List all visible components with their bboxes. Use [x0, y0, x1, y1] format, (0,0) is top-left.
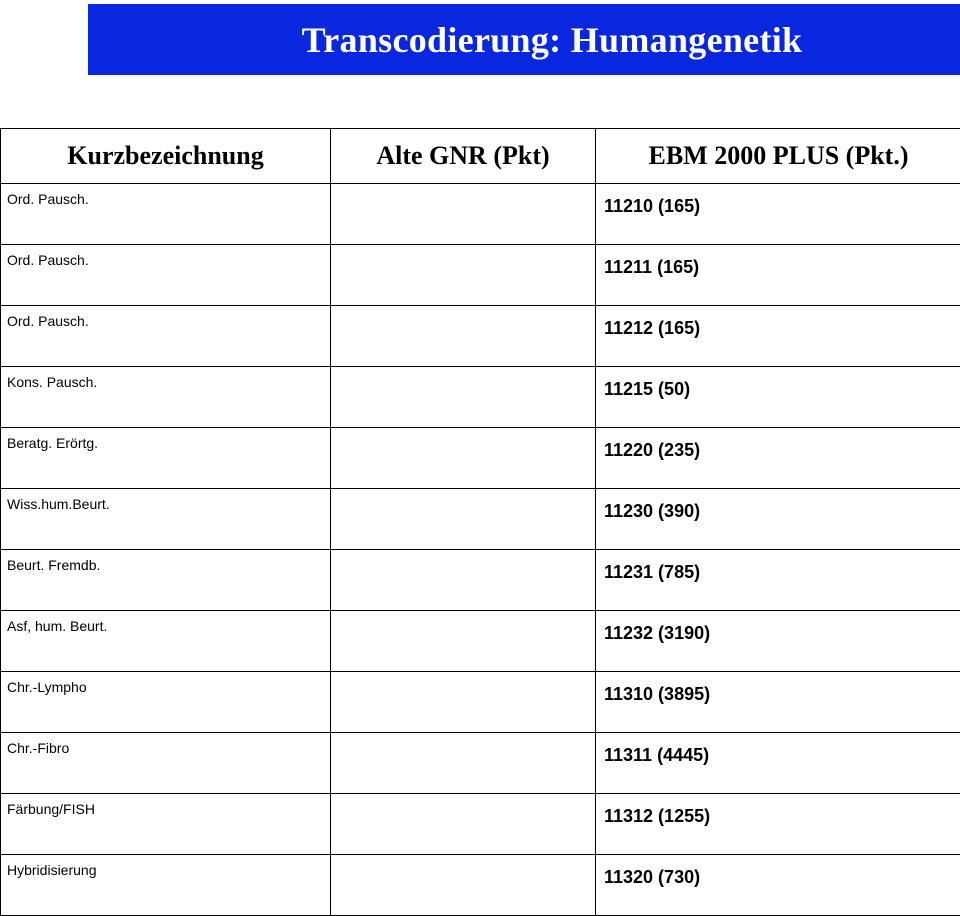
ebm-cell: 11212 (165)	[596, 306, 960, 367]
short-name-cell: Hybridisierung	[1, 855, 331, 916]
old-gnr-cell	[331, 855, 596, 916]
ebm-cell: 11231 (785)	[596, 550, 960, 611]
short-name-cell: Kons. Pausch.	[1, 367, 331, 428]
table-row	[1, 794, 960, 855]
title-bar	[88, 4, 960, 75]
old-gnr-cell	[331, 184, 596, 245]
table-row	[1, 550, 960, 611]
ebm-cell: 11211 (165)	[596, 245, 960, 306]
page-title: Transcodierung: Humangenetik	[302, 19, 803, 61]
old-gnr-cell	[331, 550, 596, 611]
table-row	[1, 184, 960, 245]
table-row	[1, 611, 960, 672]
old-gnr-cell	[331, 367, 596, 428]
short-name-cell: Ord. Pausch.	[1, 184, 331, 245]
table-row	[1, 428, 960, 489]
old-gnr-cell	[331, 245, 596, 306]
ebm-cell: 11220 (235)	[596, 428, 960, 489]
old-gnr-cell	[331, 794, 596, 855]
table-row	[1, 367, 960, 428]
table-row	[1, 672, 960, 733]
ebm-cell: 11311 (4445)	[596, 733, 960, 794]
ebm-cell: 11230 (390)	[596, 489, 960, 550]
column-header-short-name: Kurzbezeichnung	[1, 129, 331, 184]
short-name-cell: Färbung/FISH	[1, 794, 331, 855]
old-gnr-cell	[331, 306, 596, 367]
ebm-cell: 11312 (1255)	[596, 794, 960, 855]
header-row	[1, 129, 960, 184]
old-gnr-cell	[331, 428, 596, 489]
ebm-cell: 11215 (50)	[596, 367, 960, 428]
short-name-cell: Wiss.hum.Beurt.	[1, 489, 331, 550]
column-header-ebm: EBM 2000 PLUS (Pkt.)	[596, 129, 960, 184]
transcoding-table	[0, 128, 960, 916]
short-name-cell: Beratg. Erörtg.	[1, 428, 331, 489]
ebm-cell: 11310 (3895)	[596, 672, 960, 733]
old-gnr-cell	[331, 611, 596, 672]
short-name-cell: Chr.-Fibro	[1, 733, 331, 794]
ebm-cell: 11232 (3190)	[596, 611, 960, 672]
short-name-cell: Asf, hum. Beurt.	[1, 611, 331, 672]
old-gnr-cell	[331, 733, 596, 794]
table-row	[1, 245, 960, 306]
short-name-cell: Ord. Pausch.	[1, 245, 331, 306]
ebm-cell: 11320 (730)	[596, 855, 960, 916]
short-name-cell: Chr.-Lympho	[1, 672, 331, 733]
table-row	[1, 855, 960, 916]
short-name-cell: Ord. Pausch.	[1, 306, 331, 367]
ebm-cell: 11210 (165)	[596, 184, 960, 245]
table-row	[1, 489, 960, 550]
column-header-old-gnr: Alte GNR (Pkt)	[331, 129, 596, 184]
old-gnr-cell	[331, 672, 596, 733]
table-row	[1, 733, 960, 794]
old-gnr-cell	[331, 489, 596, 550]
table-row	[1, 306, 960, 367]
short-name-cell: Beurt. Fremdb.	[1, 550, 331, 611]
